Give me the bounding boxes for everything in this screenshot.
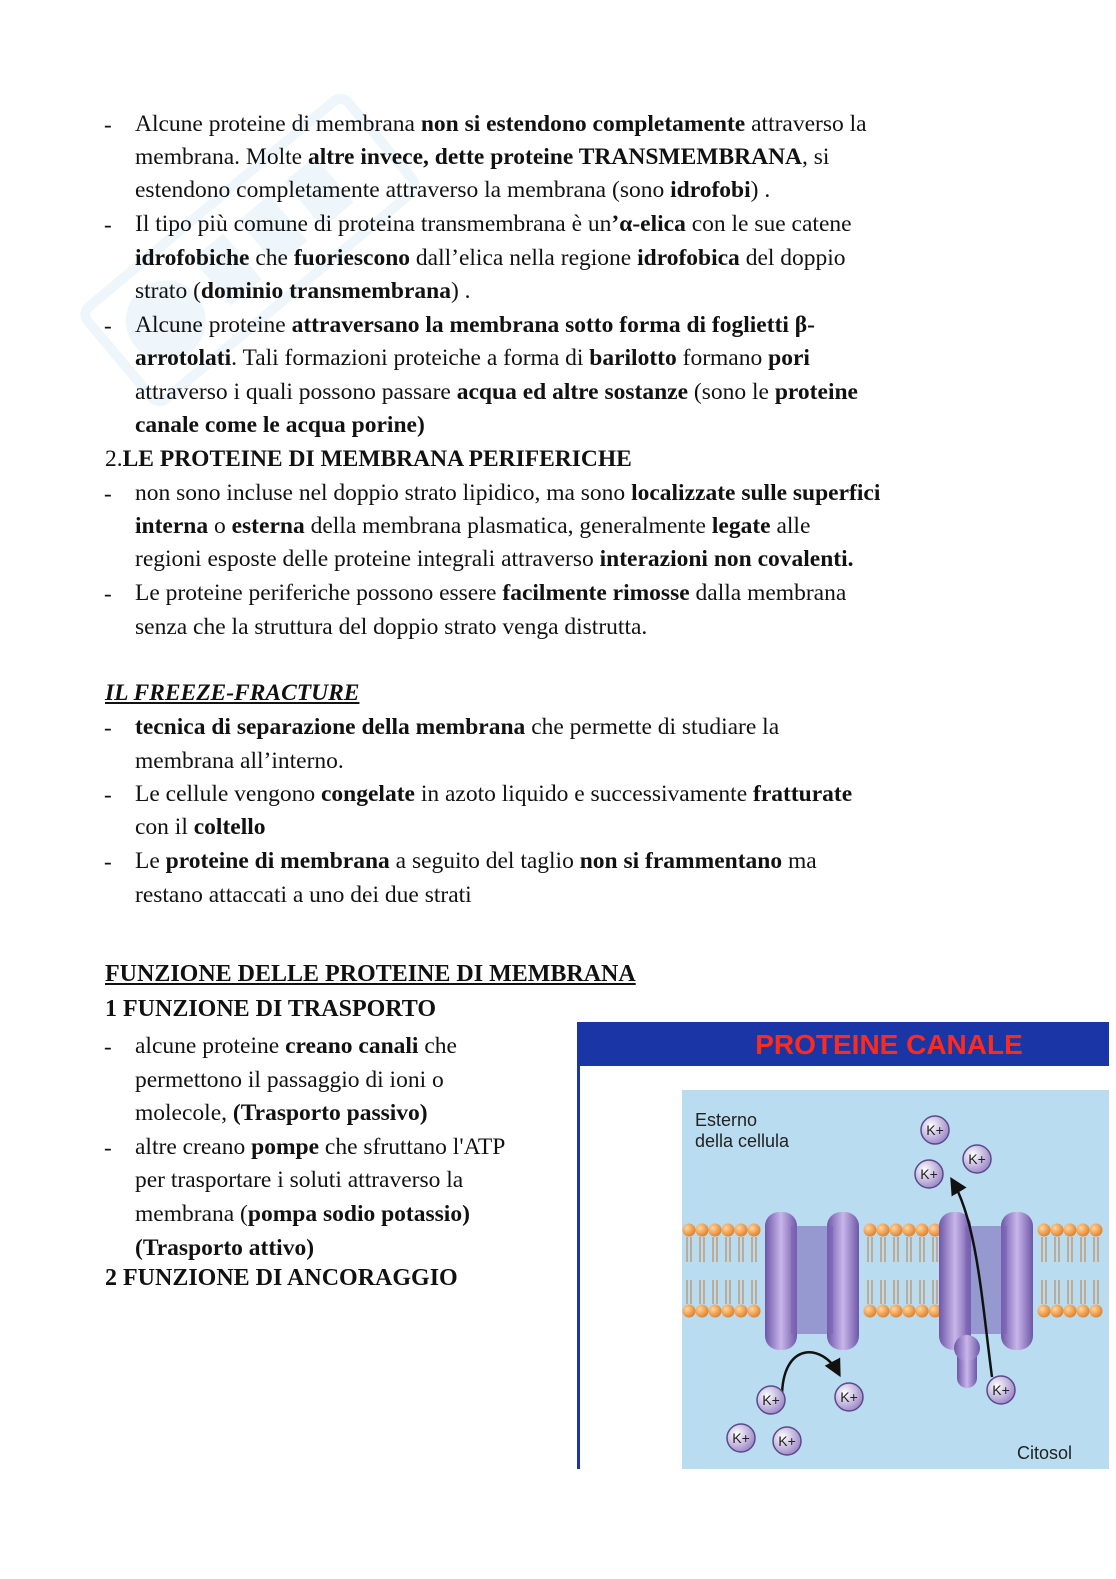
lipid-head (1038, 1224, 1051, 1237)
text-bold: (Trasporto attivo) (135, 1235, 315, 1261)
text: strato ( (135, 278, 201, 304)
lipid-head (722, 1224, 735, 1237)
channel-open (765, 1212, 859, 1350)
label-outside-2: della cellula (695, 1131, 790, 1151)
lipid-head (1064, 1224, 1077, 1237)
lipid-head (1077, 1224, 1090, 1237)
text-bold: legate (711, 513, 771, 539)
k-ion (921, 1116, 949, 1144)
text-bold: interazioni non covalenti. (599, 546, 854, 572)
lipid-head (1090, 1305, 1103, 1318)
section-heading: LE PROTEINE DI MEMBRANA PERIFERICHE (122, 446, 632, 472)
lipid-head (877, 1224, 890, 1237)
text-bold: idrofobi (670, 177, 751, 203)
k-ion-label: K+ (920, 1166, 938, 1182)
text: alle (770, 513, 811, 539)
bullet-dash: - (104, 581, 112, 606)
lipid-head (696, 1224, 709, 1237)
text: permettono il passaggio di ioni o (135, 1067, 444, 1093)
text-bold: acqua ed altre sostanze (456, 379, 689, 405)
text-bold: pompa sodio potassio) (247, 1201, 470, 1227)
lipid-head (1038, 1305, 1051, 1318)
text: che permette di studiare la (525, 714, 780, 740)
lipid-head (864, 1305, 877, 1318)
text-bold: congelate (320, 781, 415, 807)
k-ion (773, 1427, 801, 1455)
text-bold: attraversano la membrana sotto forma di foglietti β- (291, 312, 816, 338)
text: che (249, 245, 294, 271)
text: altre creano (135, 1134, 252, 1160)
k-ion (835, 1383, 863, 1411)
text-bold: barilotto (589, 345, 677, 371)
lipid-head (916, 1224, 929, 1237)
text: estendono completamente attraverso la membrana (sono (135, 177, 671, 203)
text: Il tipo più comune di proteina transmembrana è un (135, 211, 612, 237)
text: ma (782, 848, 817, 874)
lipid-head (709, 1305, 722, 1318)
text-bold: dominio transmembrana (200, 278, 451, 304)
text: con il (135, 814, 194, 840)
funzione-sub1 (105, 996, 436, 1023)
subheading: 2 FUNZIONE DI ANCORAGGIO (105, 1265, 458, 1291)
text: per trasportare i soluti attraverso la (135, 1167, 464, 1193)
text-bold: idrofobiche (135, 245, 250, 271)
text: attraverso la (745, 111, 867, 137)
text: che (418, 1033, 457, 1059)
lipid-head (748, 1224, 761, 1237)
text-bold: canale come le acqua porine) (135, 412, 425, 438)
lipid-head (1090, 1224, 1103, 1237)
text-bold: fratturate (753, 781, 853, 807)
text: della membrana plasmatica, generalmente (304, 513, 712, 539)
text: dall’elica nella regione (410, 245, 638, 271)
text-bold: arrotolati (135, 345, 232, 371)
text: Alcune proteine (135, 312, 292, 338)
lipid-head (683, 1224, 696, 1237)
text-bold: proteine (774, 379, 858, 405)
figure-title: PROTEINE CANALE (755, 1029, 1023, 1060)
k-ion-label: K+ (840, 1389, 858, 1405)
lipid-head (864, 1224, 877, 1237)
text: membrana ( (135, 1201, 248, 1227)
lipid-head (722, 1305, 735, 1318)
lipid-head (890, 1305, 903, 1318)
bullet-dash: - (104, 481, 112, 506)
freeze-heading (105, 677, 359, 710)
text: del doppio (739, 245, 846, 271)
text: formano (676, 345, 769, 371)
k-ion-label: K+ (762, 1392, 780, 1408)
text-bold: tecnica di separazione della membrana (135, 714, 526, 740)
k-ion (757, 1386, 785, 1414)
k-ion-label: K+ (778, 1433, 796, 1449)
lipid-head (877, 1305, 890, 1318)
lipid-head (903, 1305, 916, 1318)
lipid-head (1064, 1305, 1077, 1318)
funzione-heading (105, 961, 636, 988)
label-outside-1: Esterno (695, 1110, 758, 1130)
k-ion (987, 1376, 1015, 1404)
text: o (208, 513, 232, 539)
lipid-head (1051, 1224, 1064, 1237)
text: restano attaccati a uno dei due strati (135, 882, 472, 908)
text: ) . (450, 278, 471, 304)
text: , si (802, 144, 830, 170)
lipid-head (903, 1224, 916, 1237)
lipid-head (1077, 1305, 1090, 1318)
text: senza che la struttura del doppio strato venga distrutta. (135, 614, 648, 640)
k-ion-label: K+ (992, 1382, 1010, 1398)
section-heading: FUNZIONE DELLE PROTEINE DI MEMBRANA (105, 961, 636, 987)
text: Alcune proteine di membrana (135, 111, 421, 137)
text-bold: localizzate sulle superfici (631, 480, 881, 506)
text: con le sue catene (685, 211, 852, 237)
funzione-sub2 (105, 1265, 458, 1292)
text-bold: interna (135, 513, 209, 539)
text-bold: facilmente rimosse (502, 580, 690, 606)
text-bold: ’α-elica (611, 211, 686, 237)
heading-number: 2. (105, 446, 123, 472)
text: non sono incluse nel doppio strato lipidico, ma sono (135, 480, 632, 506)
lipid-head (696, 1305, 709, 1318)
text: Le proteine periferiche possono essere (135, 580, 503, 606)
k-ion (915, 1160, 943, 1188)
text-bold: creano canali (285, 1033, 419, 1059)
text-bold: altre invece, dette proteine TRANSMEMBRANA (307, 144, 803, 170)
text: ) . (750, 177, 771, 203)
text-bold: pori (768, 345, 810, 371)
bullet-dash: - (104, 782, 112, 807)
text: a seguito del taglio (389, 848, 580, 874)
text: in azoto liquido e successivamente (414, 781, 753, 807)
k-ion (963, 1145, 991, 1173)
k-ion-label: K+ (968, 1151, 986, 1167)
text: che sfruttano l'ATP (319, 1134, 506, 1160)
text-bold: (Trasporto passivo) (232, 1100, 428, 1126)
bullet-dash: - (104, 1034, 112, 1059)
lipid-head (748, 1305, 761, 1318)
text-bold: non si frammentano (579, 848, 783, 874)
text: Le cellule vengono (135, 781, 321, 807)
k-ion-label: K+ (926, 1122, 944, 1138)
text-bold: proteine di membrana (165, 848, 390, 874)
text-bold: pompe (251, 1134, 320, 1160)
text: regioni esposte delle proteine integrali attraverso (135, 546, 600, 572)
lipid-head (735, 1305, 748, 1318)
text-bold: esterna (231, 513, 305, 539)
lipid-head (916, 1305, 929, 1318)
text: (sono le (688, 379, 775, 405)
bullet-dash: - (104, 849, 112, 874)
k-ion (727, 1424, 755, 1452)
s2-heading (105, 443, 632, 476)
lipid-head (890, 1224, 903, 1237)
bullet-dash: - (104, 1135, 112, 1160)
label-cytosol: Citosol (1017, 1443, 1073, 1463)
lipid-head (1051, 1305, 1064, 1318)
bullet-dash: - (104, 212, 112, 237)
text-bold: coltello (193, 814, 266, 840)
section-heading: IL FREEZE-FRACTURE (105, 680, 360, 706)
text: membrana. Molte (135, 144, 308, 170)
text: membrana all’interno. (135, 748, 344, 774)
text: molecole, (135, 1100, 233, 1126)
text-bold: idrofobica (637, 245, 740, 271)
text-bold: fuoriescono (293, 245, 411, 271)
lipid-head (683, 1305, 696, 1318)
bullet-dash: - (104, 313, 112, 338)
text-bold: non si estendono completamente (420, 111, 746, 137)
k-ion-label: K+ (732, 1430, 750, 1446)
subheading: 1 FUNZIONE DI TRASPORTO (105, 996, 436, 1022)
text: dalla membrana (689, 580, 847, 606)
text: attraverso i quali possono passare (135, 379, 457, 405)
bullet-dash: - (104, 715, 112, 740)
protein-channel-figure (577, 1022, 1109, 1469)
bullet-dash: - (104, 112, 112, 137)
lipid-head (735, 1224, 748, 1237)
lipid-head (709, 1224, 722, 1237)
text: Le (135, 848, 166, 874)
text: . Tali formazioni proteiche a forma di (231, 345, 590, 371)
text: alcune proteine (135, 1033, 286, 1059)
